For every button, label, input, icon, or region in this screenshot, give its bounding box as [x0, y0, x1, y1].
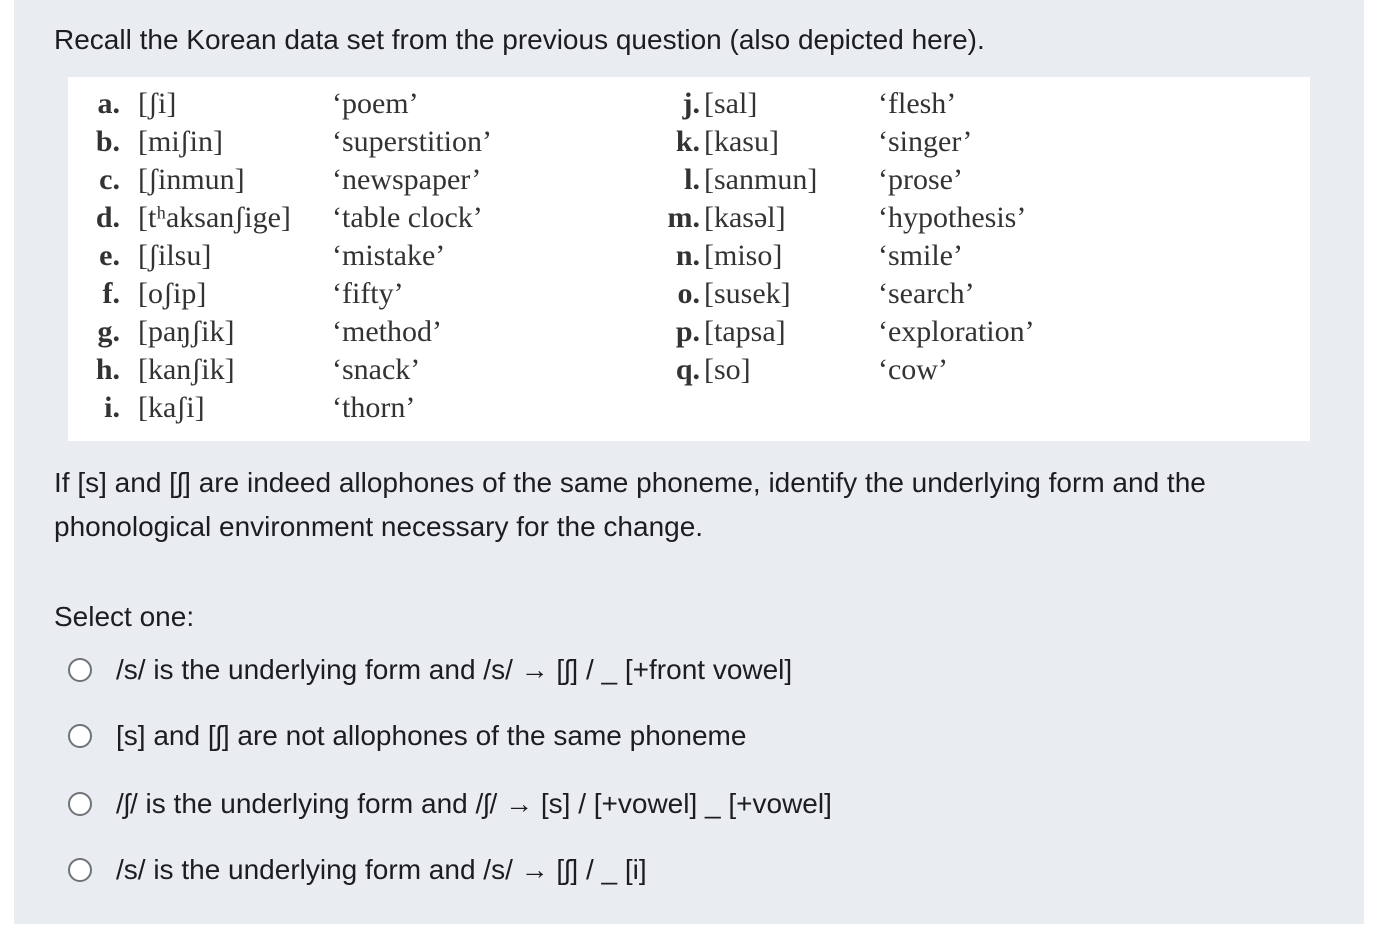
- radio-button[interactable]: [68, 858, 92, 882]
- gloss: ‘table clock’: [332, 201, 483, 234]
- phonetic-form: [sanmun]: [704, 163, 818, 196]
- row-label: g.: [97, 315, 120, 348]
- phonetic-form: [kasu]: [704, 125, 779, 158]
- phonetic-form: [ʃilsu]: [138, 239, 212, 272]
- gloss: ‘smile’: [878, 239, 963, 272]
- row-label: m.: [667, 201, 700, 234]
- radio-button[interactable]: [68, 658, 92, 682]
- phonetic-form: [tapsa]: [704, 315, 786, 348]
- phonetic-form: [ʃinmun]: [138, 163, 245, 196]
- phonetic-form: [miʃin]: [138, 125, 223, 158]
- question-panel: [14, 0, 1364, 924]
- row-label: q.: [675, 353, 700, 386]
- gloss: ‘poem’: [332, 87, 419, 120]
- row-label: f.: [102, 277, 120, 310]
- phonetic-form: [tʰaksanʃige]: [138, 201, 291, 234]
- phonetic-form: [kanʃik]: [138, 353, 235, 386]
- phonetic-form: [miso]: [704, 239, 783, 272]
- row-label: h.: [95, 353, 120, 386]
- gloss: ‘snack’: [332, 353, 421, 386]
- gloss: ‘superstition’: [332, 125, 492, 158]
- phonetic-form: [sal]: [704, 87, 758, 120]
- answer-option-4[interactable]: [68, 850, 647, 890]
- radio-button[interactable]: [68, 792, 92, 816]
- gloss: ‘search’: [878, 277, 975, 310]
- select-one-label: Select one:: [54, 601, 195, 632]
- row-label: j.: [682, 87, 700, 120]
- answer-option-label[interactable]: /s/ is the underlying form and /s/ → [ʃ] / _ [+front vowel]: [116, 654, 793, 685]
- phonetic-form: [ʃi]: [138, 87, 177, 120]
- phonetic-form: [so]: [704, 353, 751, 386]
- row-label: k.: [675, 125, 700, 158]
- phonetic-form: [susek]: [704, 277, 791, 310]
- gloss: ‘flesh’: [878, 87, 957, 120]
- answer-option-label[interactable]: /ʃ/ is the underlying form and /ʃ/ → [s] / [+vowel] _ [+vowel]: [116, 788, 832, 819]
- question-text: If [s] and [ʃ] are indeed allophones of the same phoneme, identify the underlying form and the phonological environment necessary for the change.: [54, 467, 1206, 542]
- answer-option-label[interactable]: [s] and [ʃ] are not allophones of the same phoneme: [116, 720, 747, 751]
- korean-data-set: [68, 77, 1310, 441]
- radio-button[interactable]: [68, 724, 92, 748]
- gloss: ‘hypothesis’: [878, 201, 1027, 234]
- gloss: ‘thorn’: [332, 391, 416, 424]
- phonetic-form: [oʃip]: [138, 277, 207, 310]
- intro-text: Recall the Korean data set from the previous question (also depicted here).: [54, 24, 985, 55]
- row-label: o.: [677, 277, 700, 310]
- row-label: l.: [684, 163, 700, 196]
- gloss: ‘cow’: [878, 353, 948, 386]
- row-label: e.: [99, 239, 120, 272]
- answer-option-3[interactable]: [68, 784, 832, 824]
- row-label: b.: [95, 125, 120, 158]
- row-label: a.: [97, 87, 120, 120]
- row-label: c.: [99, 163, 120, 196]
- row-label: n.: [675, 239, 700, 272]
- gloss: ‘fifty’: [332, 277, 404, 310]
- phonetic-form: [paŋʃik]: [138, 315, 235, 348]
- answer-option-2[interactable]: [68, 716, 746, 756]
- gloss: ‘singer’: [878, 125, 973, 158]
- answer-option-1[interactable]: [68, 650, 792, 690]
- answer-option-label[interactable]: /s/ is the underlying form and /s/ → [ʃ] / _ [i]: [116, 854, 647, 885]
- gloss: ‘method’: [332, 315, 442, 348]
- gloss: ‘mistake’: [332, 239, 446, 272]
- gloss: ‘newspaper’: [332, 163, 482, 196]
- row-label: p.: [675, 315, 700, 348]
- phonetic-form: [kasəl]: [704, 201, 786, 234]
- row-label: i.: [104, 391, 120, 424]
- phonetic-form: [kaʃi]: [138, 391, 205, 424]
- row-label: d.: [95, 201, 120, 234]
- gloss: ‘prose’: [878, 163, 963, 196]
- gloss: ‘exploration’: [878, 315, 1035, 348]
